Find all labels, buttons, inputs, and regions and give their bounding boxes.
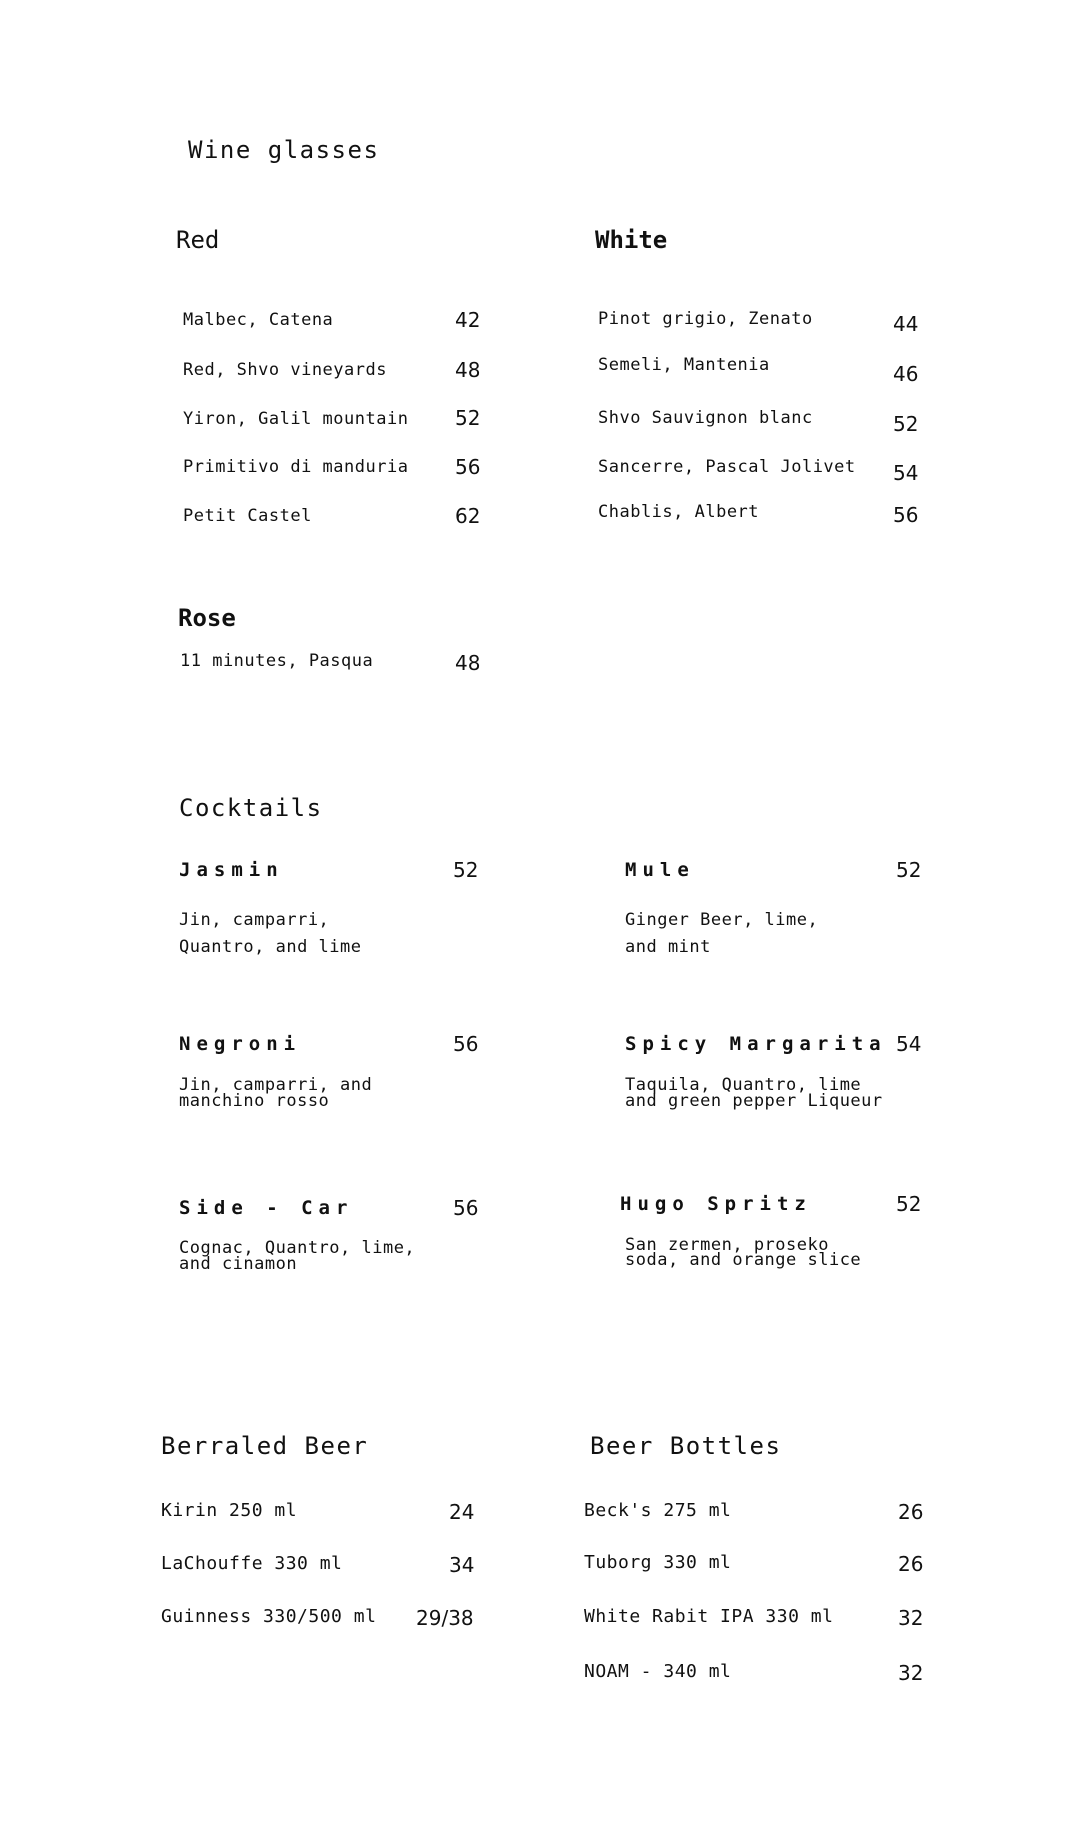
cocktail-description: San zermen, proseko [625,1235,829,1255]
menu-item-name: Shvo Sauvignon blanc [598,408,813,428]
menu-item-price: 52 [893,412,919,436]
menu-item-price: 52 [455,406,481,430]
menu-item-name: Red, Shvo vineyards [183,360,387,380]
cocktail-price: 52 [896,858,922,882]
beer-item-price: 32 [898,1606,924,1630]
menu-item-price: 42 [455,308,481,332]
menu-item-price: 54 [893,461,919,485]
barreled-beer-title: Berraled Beer [161,1432,369,1460]
menu-item-price: 46 [893,362,919,386]
cocktail-description: Jin, camparri, and [179,1075,373,1095]
menu-item-price: 48 [455,358,481,382]
rose-wine-title: Rose [178,604,236,632]
cocktail-price: 52 [896,1192,922,1216]
cocktail-price: 56 [453,1196,479,1220]
menu-item-name: Semeli, Mantenia [598,355,770,375]
cocktail-description: soda, and orange slice [625,1250,862,1270]
menu-item-price: 48 [455,651,481,675]
cocktail-description: and mint [625,937,711,957]
cocktail-price: 52 [453,858,479,882]
beer-item-name: Guinness 330/500 ml [161,1606,377,1627]
cocktail-name: Hugo Spritz [620,1193,812,1215]
menu-item-name: Primitivo di manduria [183,457,409,477]
beer-bottles-title: Beer Bottles [590,1432,782,1460]
cocktail-price: 54 [896,1032,922,1056]
menu-item-price: 44 [893,312,919,336]
beer-item-name: Tuborg 330 ml [584,1552,732,1573]
cocktail-name: Jasmin [179,859,284,881]
cocktail-description: Ginger Beer, lime, [625,910,819,930]
cocktail-description: and cinamon [179,1254,298,1274]
cocktail-description: Quantro, and lime [179,937,362,957]
cocktail-price: 56 [453,1032,479,1056]
beer-item-name: Kirin 250 ml [161,1500,298,1521]
cocktail-name: Side - Car [179,1197,354,1219]
menu-item-name: Sancerre, Pascal Jolivet [598,457,856,477]
beer-item-name: White Rabit IPA 330 ml [584,1606,834,1627]
beer-item-price: 34 [449,1553,475,1577]
wine-section-title: Wine glasses [188,136,380,164]
beer-item-name: Beck's 275 ml [584,1500,732,1521]
beer-item-price: 32 [898,1661,924,1685]
cocktail-name: Spicy Margarita [625,1033,887,1055]
menu-item-price: 56 [455,455,481,479]
menu-item-price: 62 [455,504,481,528]
red-wine-title: Red [176,226,220,254]
cocktail-name: Mule [625,859,695,881]
beer-item-name: LaChouffe 330 ml [161,1553,343,1574]
cocktail-description: and green pepper Liqueur [625,1091,883,1111]
beer-item-price: 26 [898,1500,924,1524]
cocktail-description: Taquila, Quantro, lime [625,1075,862,1095]
cocktail-description: Cognac, Quantro, lime, [179,1238,416,1258]
beer-item-price: 29/38 [416,1606,474,1630]
menu-item-name: Chablis, Albert [598,502,760,522]
cocktail-description: Jin, camparri, [179,910,330,930]
beer-item-price: 24 [449,1500,475,1524]
menu-item-name: Petit Castel [183,506,312,526]
menu-item-name: 11 minutes, Pasqua [180,651,374,671]
beer-item-name: NOAM - 340 ml [584,1661,732,1682]
cocktail-name: Negroni [179,1033,302,1055]
menu-item-price: 56 [893,503,919,527]
menu-item-name: Pinot grigio, Zenato [598,309,813,329]
menu-item-name: Malbec, Catena [183,310,334,330]
beer-item-price: 26 [898,1552,924,1576]
cocktails-section-title: Cocktails [179,794,323,822]
menu-item-name: Yiron, Galil mountain [183,409,409,429]
white-wine-title: White [595,226,668,254]
cocktail-description: manchino rosso [179,1091,330,1111]
